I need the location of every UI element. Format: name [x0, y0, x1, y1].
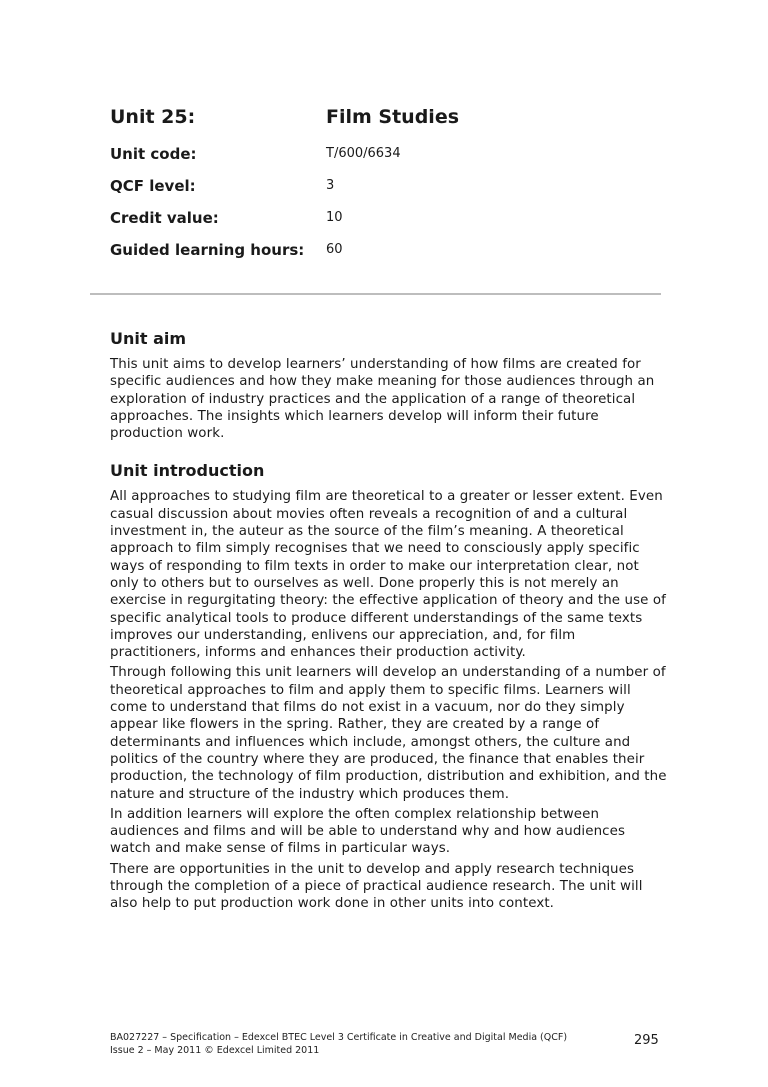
- main-content: [110, 328, 670, 916]
- unit-introduction-heading: Unit introduction: [110, 461, 265, 481]
- page-footer: [110, 1031, 670, 1057]
- unit-title: Film Studies: [326, 106, 460, 128]
- unit-code-label: Unit code:: [110, 145, 197, 163]
- unit-aim-paragraph: This unit aims to develop learners’ understanding of how films are created for specific audiences and how they make meaning for those audiences through an exploration of industry practices and the application of a range of theoretical approaches. The insights which learners develop will inform their future production work.: [110, 357, 655, 442]
- guided-hours-value: 60: [326, 242, 343, 257]
- footer-spec-line: BA027227 – Specification – Edexcel BTEC Level 3 Certificate in Creative and Digital Media (QCF): [110, 1032, 568, 1043]
- guided-hours-label: Guided learning hours:: [110, 241, 305, 259]
- unit-code-row: [110, 140, 670, 172]
- unit-number: Unit 25:: [110, 106, 196, 128]
- intro-paragraph-2: Through following this unit learners will develop an understanding of a number of theoretical approaches to film and apply them to specific films. Learners will come to understand that films do not exist in a vacuum, nor do they simply appear like flowers in the spring. Rather, they are created by a range of determinants and influences which include, amongst others, the culture and politics of the country where they are produced, the finance that enables their production, the technology of film production, distribution and exhibition, and the nature and structure of the industry which produces them.: [110, 665, 667, 802]
- credit-value-value: 10: [326, 210, 343, 225]
- qcf-level-row: [110, 172, 670, 204]
- intro-paragraph-1: All approaches to studying film are theoretical to a greater or lesser extent. Even casual discussion about movies often reveals a recognition of and a cultural investment in, the auteur as the source of the film’s meaning. A theoretical approach to film simply recognises that we need to consciously apply specific ways of responding to film texts in order to make our interpretation clear, not only to others but to ourselves as well. Done properly this is not merely an exercise in regurgitating theory: the effective application of theory and the use of specific analytical tools to produce different understandings of the same texts improves our understanding, enlivens our appreciation, and, for film practitioners, informs and enhances their production activity.: [110, 489, 666, 661]
- guided-hours-row: [110, 236, 670, 268]
- qcf-level-label: QCF level:: [110, 177, 196, 195]
- footer-issue-line: Issue 2 – May 2011 © Edexcel Limited 2011: [110, 1045, 320, 1056]
- unit-details-table: [110, 104, 670, 268]
- unit-title-row: [110, 104, 670, 140]
- section-divider: [90, 293, 661, 295]
- qcf-level-value: 3: [326, 178, 335, 193]
- unit-introduction-section: [110, 460, 670, 912]
- credit-value-label: Credit value:: [110, 209, 219, 227]
- unit-aim-heading: Unit aim: [110, 329, 187, 348]
- credit-value-row: [110, 204, 670, 236]
- intro-paragraph-4: There are opportunities in the unit to develop and apply research techniques through the completion of a piece of practical audience research. The unit will also help to put production work done in other units into context.: [110, 861, 643, 912]
- unit-code-value: T/600/6634: [326, 146, 401, 161]
- unit-aim-section: [110, 328, 670, 442]
- intro-paragraph-3: In addition learners will explore the often complex relationship between audiences and films and will be able to understand why and how audiences watch and make sense of films in particular ways.: [110, 806, 626, 857]
- page-number: 295: [634, 1033, 659, 1048]
